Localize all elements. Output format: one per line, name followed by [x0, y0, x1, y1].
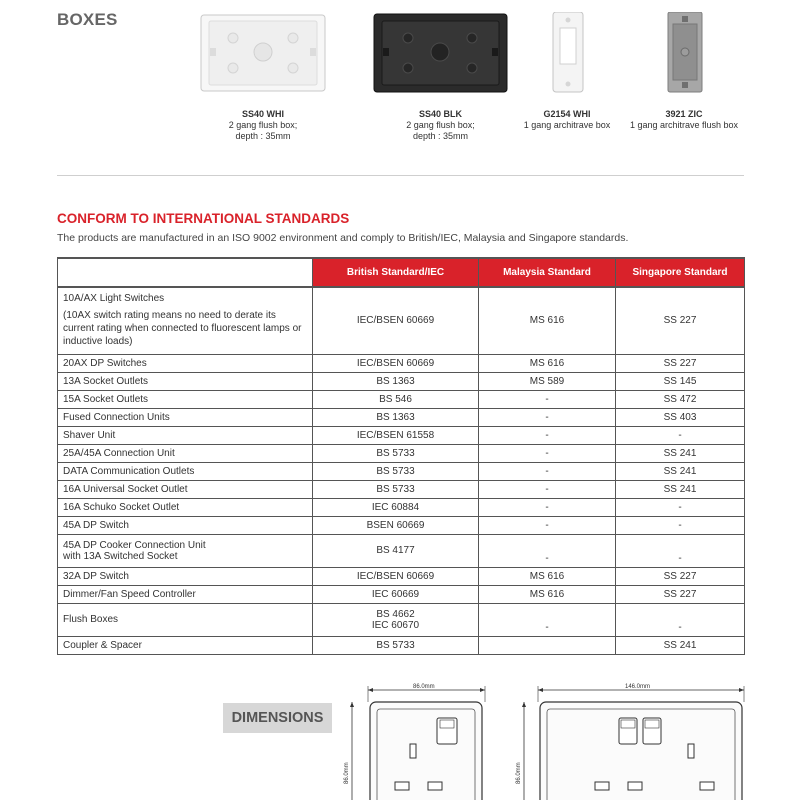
product-note: (10AX switch rating means no need to derate its current rating when connected to fluorescent lamps or inductive loads) [63, 310, 302, 348]
product-code: G2154 WHI [543, 109, 591, 119]
ms-cell: - [479, 534, 616, 567]
ss-cell: SS 227 [616, 567, 745, 585]
product-cell: 13A Socket Outlets [58, 372, 313, 390]
standards-table [57, 257, 745, 655]
product-desc-line: depth : 35mm [412, 131, 469, 141]
ss-cell: SS 241 [616, 462, 745, 480]
table-row [58, 287, 745, 354]
ss-cell: SS 241 [616, 480, 745, 498]
table-row [58, 636, 745, 654]
bs-cell: IEC/BSEN 60669 [313, 354, 479, 372]
ss-cell: SS 227 [616, 287, 745, 354]
table-row [58, 516, 745, 534]
ms-cell: MS 616 [479, 585, 616, 603]
ms-cell: - [479, 516, 616, 534]
single-width-label: 86.0mm [413, 684, 435, 690]
table-row [58, 567, 745, 585]
header-british-standard: British Standard/IEC [313, 258, 479, 287]
ms-cell: - [479, 444, 616, 462]
table-row [58, 480, 745, 498]
table-row [58, 462, 745, 480]
ms-cell: MS 589 [479, 372, 616, 390]
double-height-label: 86.0mm [516, 762, 522, 784]
ss-cell: - [616, 498, 745, 516]
bs-cell: IEC/BSEN 60669 [313, 287, 479, 354]
bs-line: IEC 60670 [371, 619, 420, 631]
ss-cell: SS 472 [616, 390, 745, 408]
ms-cell: - [479, 603, 616, 636]
bs-cell: BS 1363 [313, 372, 479, 390]
ss-cell: SS 227 [616, 585, 745, 603]
ms-cell: - [479, 498, 616, 516]
product-cell: Flush Boxes [58, 603, 313, 636]
bs-cell: BS 4177 [313, 534, 479, 567]
table-row [58, 426, 745, 444]
product-desc-line: 2 gang flush box; [228, 120, 298, 130]
ms-cell: - [479, 480, 616, 498]
ss-cell: SS 145 [616, 372, 745, 390]
bs-cell: BSEN 60669 [313, 516, 479, 534]
table-row [58, 354, 745, 372]
product-cell: 20AX DP Switches [58, 354, 313, 372]
double-socket-drawing [516, 684, 744, 800]
ms-cell: MS 616 [479, 354, 616, 372]
table-row [58, 372, 745, 390]
product-code: 3921 ZIC [665, 109, 703, 119]
double-width-label: 146.0mm [625, 684, 651, 690]
ms-cell: - [479, 462, 616, 480]
product-desc-line: 2 gang flush box; [406, 120, 475, 130]
table-row [58, 585, 745, 603]
ms-cell: - [479, 408, 616, 426]
product-cell: 16A Universal Socket Outlet [58, 480, 313, 498]
product-ss40-whi [193, 12, 333, 142]
ss-cell: - [616, 534, 745, 567]
product-cell [58, 287, 313, 354]
product-cell: 45A DP Cooker Connection Unit with 13A Switched Socket [58, 534, 313, 567]
bs-cell: IEC 60884 [313, 498, 479, 516]
table-row [58, 408, 745, 426]
single-socket-drawing [344, 684, 485, 800]
header-blank-cell [58, 258, 313, 287]
ms-cell: - [479, 390, 616, 408]
bs-cell: IEC/BSEN 61558 [313, 426, 479, 444]
ss-cell: SS 241 [616, 444, 745, 462]
bs-cell: BS 5733 [313, 444, 479, 462]
ss-cell: - [616, 516, 745, 534]
ss-cell: SS 227 [616, 354, 745, 372]
architrave-box-image [515, 12, 619, 96]
bs-cell: IEC 60669 [313, 585, 479, 603]
ss-cell: SS 403 [616, 408, 745, 426]
ms-cell: - [479, 426, 616, 444]
product-cell: DATA Communication Outlets [58, 462, 313, 480]
dimension-drawings [0, 680, 800, 800]
product-cell: Coupler & Spacer [58, 636, 313, 654]
product-g2154-whi [515, 12, 619, 131]
product-cell: 25A/45A Connection Unit [58, 444, 313, 462]
product-cell: Dimmer/Fan Speed Controller [58, 585, 313, 603]
product-cell: 15A Socket Outlets [58, 390, 313, 408]
product-3921-zic [622, 12, 746, 131]
product-cell: 45A DP Switch [58, 516, 313, 534]
product-code: SS40 WHI [241, 109, 284, 119]
header-singapore-standard: Singapore Standard [616, 258, 745, 287]
bs-cell: BS 5733 [313, 480, 479, 498]
standards-heading: CONFORM TO INTERNATIONAL STANDARDS [57, 211, 350, 226]
bs-line: BS 4662 [376, 608, 415, 620]
section-divider [57, 175, 744, 176]
product-desc-line: depth : 35mm [235, 131, 291, 141]
product-name: 10A/AX Light Switches [63, 293, 165, 305]
ms-cell: MS 616 [479, 567, 616, 585]
single-height-label: 86.0mm [344, 762, 350, 784]
product-desc-line: 1 gang architrave flush box [629, 120, 739, 130]
bs-cell: BS 1363 [313, 408, 479, 426]
product-cell: Fused Connection Units [58, 408, 313, 426]
product-code: SS40 BLK [418, 109, 462, 119]
ss-cell: SS 241 [616, 636, 745, 654]
table-row [58, 534, 745, 567]
ss-cell: - [616, 603, 745, 636]
white-flush-box-image [193, 12, 333, 96]
header-malaysia-standard: Malaysia Standard [479, 258, 616, 287]
bs-cell [313, 603, 479, 636]
bs-cell: IEC/BSEN 60669 [313, 567, 479, 585]
product-cell: 16A Schuko Socket Outlet [58, 498, 313, 516]
bs-cell: BS 5733 [313, 462, 479, 480]
product-ss40-blk [368, 12, 513, 142]
table-header-row [58, 258, 745, 287]
bs-cell: BS 5733 [313, 636, 479, 654]
metal-architrave-box-image [622, 12, 746, 96]
product-cell: 32A DP Switch [58, 567, 313, 585]
standards-intro: The products are manufactured in an ISO 9002 environment and comply to British/IEC, Malaysia and Singapore standards. [57, 232, 629, 244]
dimensions-badge: DIMENSIONS [223, 703, 332, 733]
ms-cell: MS 616 [479, 287, 616, 354]
table-row [58, 498, 745, 516]
black-flush-box-image [368, 12, 513, 96]
table-row [58, 390, 745, 408]
boxes-section-title: BOXES [57, 10, 118, 29]
bs-cell: BS 546 [313, 390, 479, 408]
ss-cell: - [616, 426, 745, 444]
product-cell: Shaver Unit [58, 426, 313, 444]
ms-cell [479, 636, 616, 654]
product-desc-line: 1 gang architrave box [523, 120, 611, 130]
table-row [58, 603, 745, 636]
table-row [58, 444, 745, 462]
